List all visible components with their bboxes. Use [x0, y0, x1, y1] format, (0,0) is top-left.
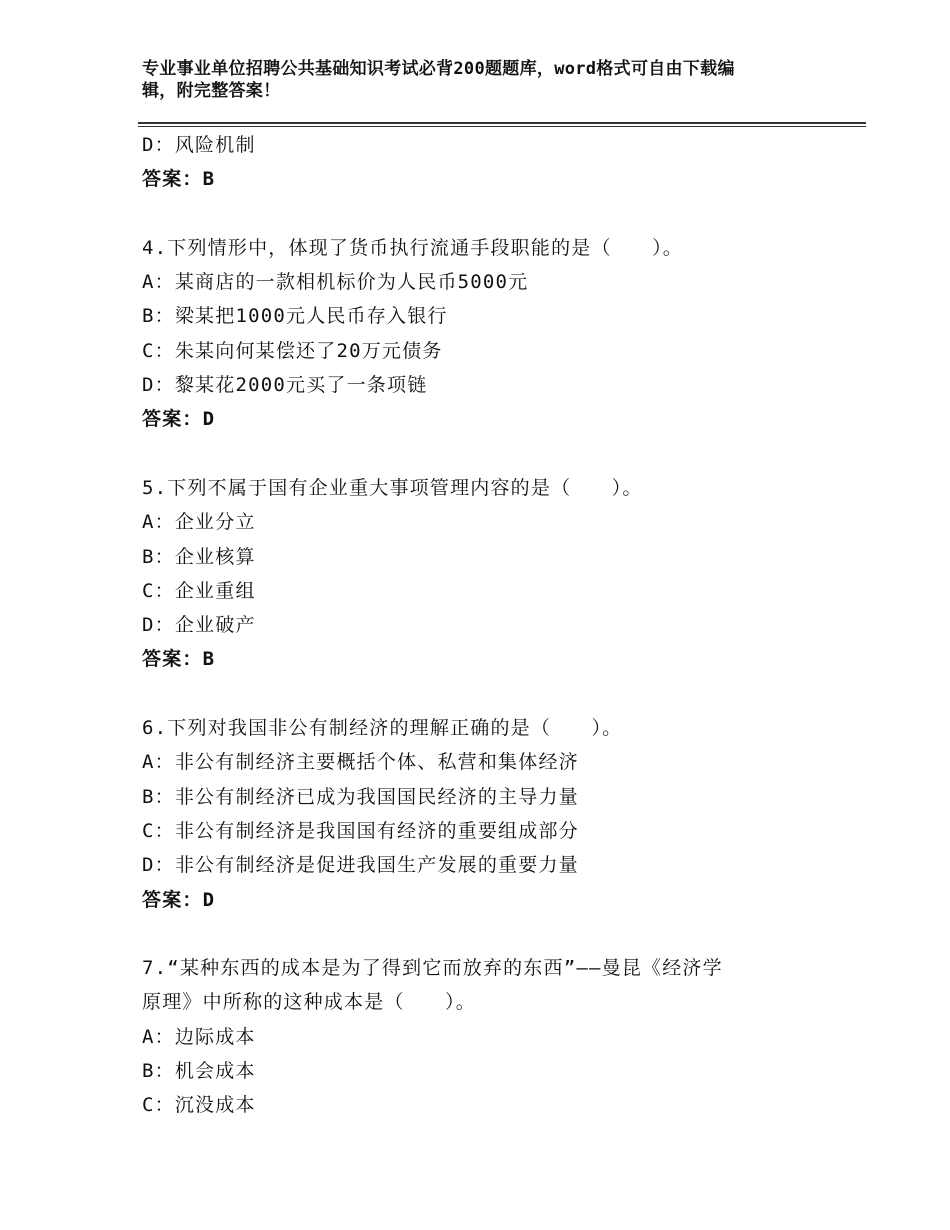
spacer [142, 437, 832, 471]
question-7 [142, 951, 832, 1122]
option-b: B：非公有制经济已成为我国国民经济的主导力量 [142, 785, 579, 808]
option-b: B：机会成本 [142, 1060, 256, 1083]
question-stem-line-1: 7.“某种东西的成本是为了得到它而放弃的东西”——曼昆《经济学 [142, 957, 723, 980]
answer-label: 答案：B [142, 168, 216, 191]
spacer [142, 917, 832, 951]
header-divider-thin [138, 126, 866, 127]
answer-label: 答案：B [142, 648, 216, 671]
option-b: B：企业核算 [142, 545, 256, 568]
question-stem-line-2: 原理》中所称的这种成本是（ ）。 [142, 991, 476, 1014]
spacer [142, 197, 832, 231]
question-stem: 4.下列情形中，体现了货币执行流通手段职能的是（ ）。 [142, 236, 683, 259]
header-divider-thick [138, 122, 866, 124]
option-c: C：朱某向何某偿还了20万元债务 [142, 339, 443, 362]
header-line-2: 辑，附完整答案！ [142, 81, 281, 101]
question-stem: 6.下列对我国非公有制经济的理解正确的是（ ）。 [142, 717, 623, 740]
question-3-tail [142, 128, 832, 197]
question-4 [142, 231, 832, 437]
page-header [142, 58, 792, 102]
option-c: C：非公有制经济是我国国有经济的重要组成部分 [142, 819, 579, 842]
option-a: A：某商店的一款相机标价为人民币5000元 [142, 271, 529, 294]
option-a: A：企业分立 [142, 511, 256, 534]
question-list [142, 128, 832, 1123]
question-stem: 5.下列不属于国有企业重大事项管理内容的是（ ）。 [142, 476, 643, 499]
option-d: D：企业破产 [142, 614, 256, 637]
option-d: D：非公有制经济是促进我国生产发展的重要力量 [142, 854, 579, 877]
spacer [142, 677, 832, 711]
option-c: C：企业重组 [142, 579, 256, 602]
option-a: A：非公有制经济主要概括个体、私营和集体经济 [142, 751, 579, 774]
option-d: D：风险机制 [142, 134, 256, 156]
answer-label: 答案：D [142, 888, 216, 911]
option-a: A：边际成本 [142, 1025, 256, 1048]
header-line-1: 专业事业单位招聘公共基础知识考试必背200题题库，word格式可自由下载编 [142, 59, 735, 79]
option-d: D：黎某花2000元买了一条项链 [142, 374, 428, 397]
option-c: C：沉没成本 [142, 1094, 256, 1117]
answer-label: 答案：D [142, 408, 216, 431]
question-5 [142, 471, 832, 677]
option-b: B：梁某把1000元人民币存入银行 [142, 305, 448, 328]
question-6 [142, 711, 832, 917]
